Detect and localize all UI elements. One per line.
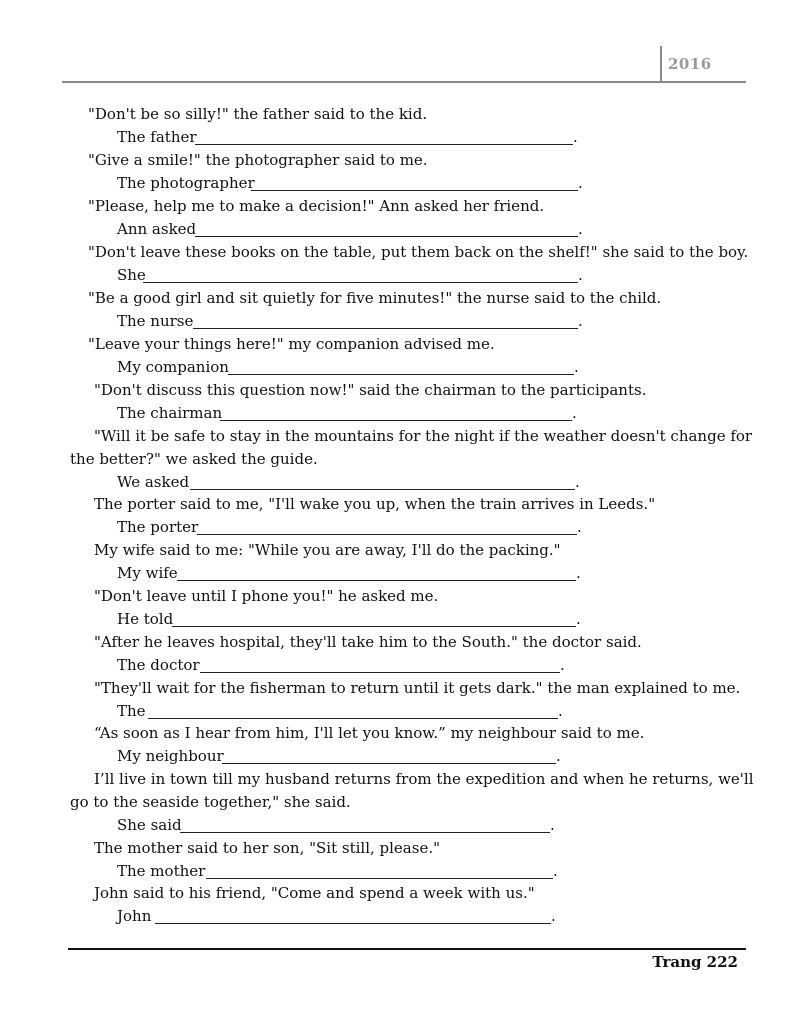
exercise-prompt-continued: the better?" we asked the guide. bbox=[70, 450, 318, 468]
header-year: 2016 bbox=[668, 55, 712, 73]
answer-blank[interactable] bbox=[155, 923, 551, 924]
answer-stem: My wife bbox=[117, 564, 178, 582]
answer-blank[interactable] bbox=[251, 190, 578, 191]
header-divider-tick bbox=[660, 46, 662, 83]
page-number: Trang 222 bbox=[652, 953, 738, 971]
exercise-prompt: "Don't be so silly!" the father said to the kid. bbox=[88, 105, 428, 123]
exercise-prompt-continued: go to the seaside together," she said. bbox=[70, 793, 351, 811]
answer-stem: My neighbour bbox=[117, 747, 224, 765]
answer-period: . bbox=[578, 312, 583, 330]
answer-period: . bbox=[575, 473, 580, 491]
answer-period: . bbox=[573, 128, 578, 146]
answer-stem: He told bbox=[117, 610, 174, 628]
answer-period: . bbox=[572, 404, 577, 422]
exercise-prompt: "After he leaves hospital, they'll take him to the South." the doctor said. bbox=[94, 633, 642, 651]
exercise-prompt: My wife said to me: "While you are away, I'll do the packing." bbox=[94, 541, 561, 559]
answer-stem: The chairman bbox=[117, 404, 223, 422]
exercise-prompt: "Be a good girl and sit quietly for five minutes!" the nurse said to the child. bbox=[88, 289, 662, 307]
answer-period: . bbox=[551, 907, 556, 925]
answer-blank[interactable] bbox=[220, 420, 572, 421]
answer-period: . bbox=[574, 358, 579, 376]
answer-period: . bbox=[578, 266, 583, 284]
answer-blank[interactable] bbox=[197, 534, 577, 535]
answer-blank[interactable] bbox=[180, 832, 550, 833]
answer-blank[interactable] bbox=[195, 144, 573, 145]
answer-stem: Ann asked bbox=[117, 220, 197, 238]
answer-stem: The porter bbox=[117, 518, 199, 536]
exercise-prompt: The mother said to her son, "Sit still, please." bbox=[94, 839, 440, 857]
answer-stem: We asked bbox=[117, 473, 190, 491]
answer-stem: She bbox=[117, 266, 146, 284]
exercise-prompt: "They'll wait for the fisherman to return until it gets dark." the man explained to me. bbox=[94, 679, 741, 697]
answer-blank[interactable] bbox=[200, 672, 560, 673]
answer-period: . bbox=[556, 747, 561, 765]
exercise-prompt: "Don't leave until I phone you!" he asked me. bbox=[94, 587, 439, 605]
answer-stem: The nurse bbox=[117, 312, 194, 330]
answer-stem: My companion bbox=[117, 358, 229, 376]
answer-blank[interactable] bbox=[222, 763, 556, 764]
answer-period: . bbox=[560, 656, 565, 674]
exercise-prompt: "Don't leave these books on the table, put them back on the shelf!" she said to the boy. bbox=[88, 243, 749, 261]
answer-stem: The doctor bbox=[117, 656, 200, 674]
answer-blank[interactable] bbox=[193, 328, 578, 329]
exercise-prompt: The porter said to me, "I'll wake you up, when the train arrives in Leeds." bbox=[94, 495, 656, 513]
answer-blank[interactable] bbox=[177, 580, 576, 581]
answer-blank[interactable] bbox=[228, 374, 574, 375]
answer-period: . bbox=[576, 564, 581, 582]
answer-blank[interactable] bbox=[172, 626, 576, 627]
answer-blank[interactable] bbox=[206, 878, 553, 879]
answer-blank[interactable] bbox=[190, 489, 575, 490]
answer-period: . bbox=[576, 610, 581, 628]
answer-blank[interactable] bbox=[143, 282, 578, 283]
exercise-prompt: John said to his friend, "Come and spend a week with us." bbox=[94, 884, 535, 902]
exercise-prompt: I’ll live in town till my husband returns from the expedition and when he returns, we'll bbox=[94, 770, 754, 788]
answer-period: . bbox=[578, 174, 583, 192]
answer-stem: The photographer bbox=[117, 174, 255, 192]
exercise-prompt: "Please, help me to make a decision!" Ann asked her friend. bbox=[88, 197, 545, 215]
answer-stem: The mother bbox=[117, 862, 206, 880]
answer-blank[interactable] bbox=[148, 718, 558, 719]
answer-period: . bbox=[553, 862, 558, 880]
answer-period: . bbox=[577, 518, 582, 536]
footer-rule bbox=[68, 948, 746, 950]
exercise-prompt: “As soon as I hear from him, I'll let you know.” my neighbour said to me. bbox=[94, 724, 645, 742]
answer-period: . bbox=[578, 220, 583, 238]
answer-blank[interactable] bbox=[195, 236, 578, 237]
answer-stem: She said bbox=[117, 816, 182, 834]
answer-period: . bbox=[558, 702, 563, 720]
exercise-prompt: "Will it be safe to stay in the mountains for the night if the weather doesn't change for bbox=[94, 427, 753, 445]
header-rule bbox=[62, 81, 746, 83]
exercise-prompt: "Leave your things here!" my companion advised me. bbox=[88, 335, 495, 353]
exercise-prompt: "Give a smile!" the photographer said to me. bbox=[88, 151, 428, 169]
exercise-prompt: "Don't discuss this question now!" said the chairman to the participants. bbox=[94, 381, 647, 399]
answer-stem: The father bbox=[117, 128, 197, 146]
answer-period: . bbox=[550, 816, 555, 834]
answer-stem: John bbox=[117, 907, 152, 925]
answer-stem: The bbox=[117, 702, 146, 720]
